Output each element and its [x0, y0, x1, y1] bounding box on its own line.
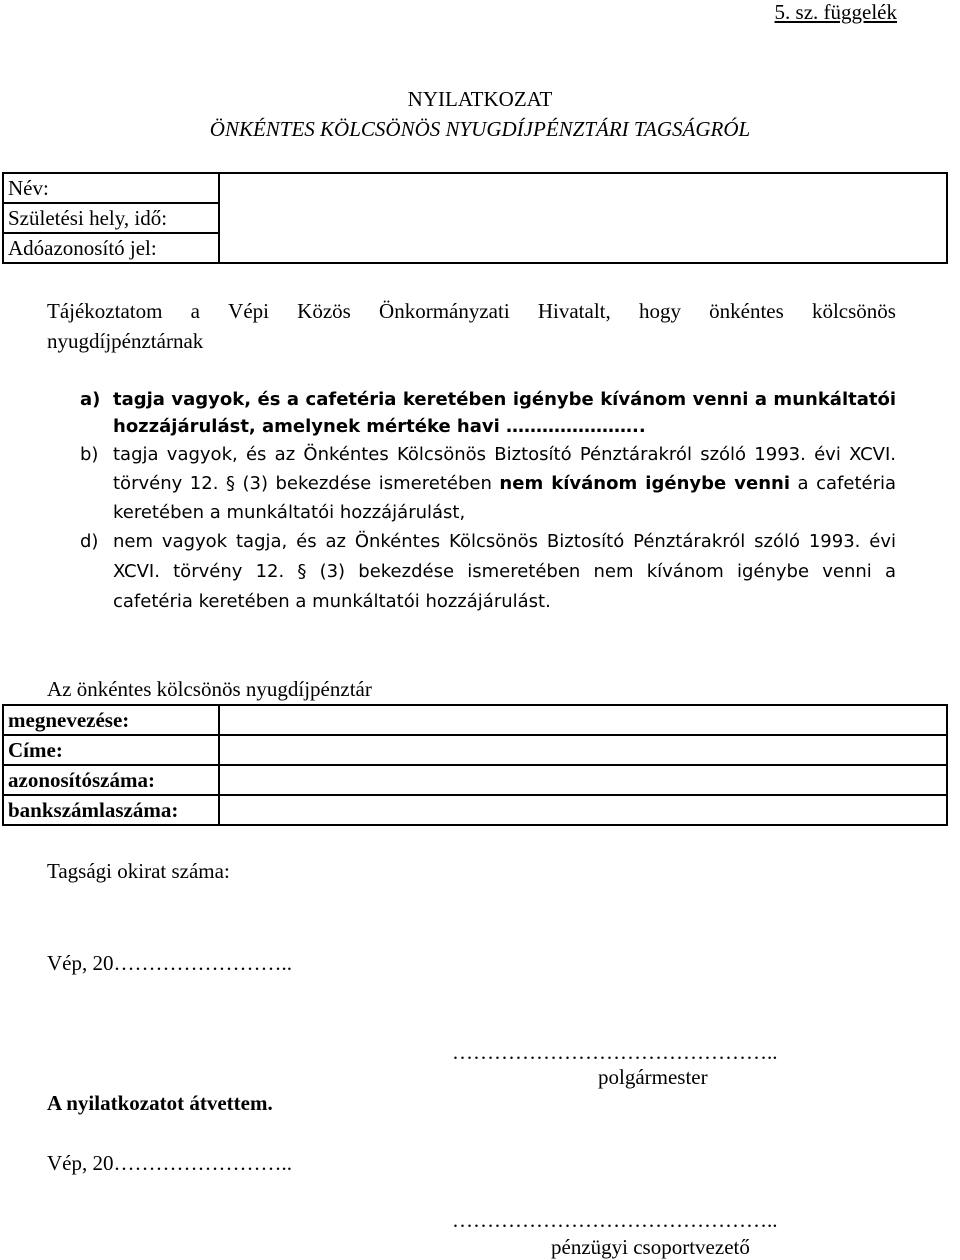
place-date-line-2: Vép, 20……………………..	[47, 1151, 292, 1175]
option-b[interactable]	[80, 440, 896, 527]
place-date-line-1: Vép, 20……………………..	[47, 951, 292, 975]
option-a-marker: a)	[80, 389, 101, 410]
option-d-marker: d)	[80, 531, 99, 552]
personal-data-field[interactable]	[219, 173, 947, 263]
fund-section-title: Az önkéntes kölcsönös nyugdíjpénztár	[47, 677, 372, 701]
appendix-label: 5. sz. függelék	[774, 0, 897, 24]
option-a[interactable]	[80, 386, 896, 440]
fund-address-field[interactable]	[219, 735, 947, 765]
fund-data-table	[2, 704, 948, 826]
intro-word: hogy	[638, 299, 681, 323]
option-a-text: tagja vagyok, és a cafetéria keretében igénybe kívánom venni a munkáltatói hozzájárulást, amelynek mértéke havi …………………..	[113, 389, 896, 437]
document-subtitle: ÖNKÉNTES KÖLCSÖNÖS NYUGDÍJPÉNZTÁRI TAGSÁGRÓL	[209, 117, 751, 141]
intro-line-2: nyugdíjpénztárnak	[47, 329, 204, 353]
fund-name-field[interactable]	[219, 705, 947, 735]
finance-head-label: pénzügyi csoportvezető	[551, 1235, 750, 1259]
intro-word: Hivatalt,	[537, 299, 611, 323]
fund-address-row	[3, 735, 947, 765]
tax-id-label: Adóazonosító jel:	[3, 233, 219, 263]
option-b-text-part2: a cafetéria keretében a munkáltatói hozzájárulást,	[113, 473, 897, 523]
intro-word: Tájékoztatom	[47, 299, 163, 323]
option-b-marker: b)	[80, 444, 99, 465]
intro-line-1	[47, 296, 896, 326]
fund-address-label: Címe:	[3, 735, 219, 765]
intro-word: Önkormányzati	[379, 299, 510, 323]
intro-word: Közös	[297, 299, 351, 323]
fund-id-label: azonosítószáma:	[3, 765, 219, 795]
intro-word: Vépi	[228, 299, 269, 323]
option-d-text: nem vagyok tagja, és az Önkéntes Kölcsönös Biztosító Pénztárakról szóló 1993. évi XCVI. törvény 12. § (3) bekezdése ismeretében nem kívánom igénybe venni a cafetéria keretében a munkáltatói hozzájárulást.	[113, 531, 896, 612]
option-b-text-emphasis: nem kívánom igénybe venni	[499, 473, 791, 494]
intro-word: önkéntes	[709, 299, 784, 323]
fund-bank-row	[3, 795, 947, 825]
intro-word: kölcsönös	[811, 299, 896, 323]
fund-name-row	[3, 705, 947, 735]
option-b-text	[113, 440, 896, 527]
personal-data-table	[2, 172, 948, 264]
intro-word: a	[190, 299, 200, 323]
signature-line-finance: ………………………………………..	[452, 1208, 778, 1232]
intro-paragraph	[47, 296, 896, 356]
fund-id-row	[3, 765, 947, 795]
received-statement: A nyilatkozatot átvettem.	[47, 1091, 273, 1115]
mayor-label: polgármester	[598, 1065, 708, 1089]
signature-line-mayor: ………………………………………..	[452, 1040, 778, 1064]
fund-name-label: megnevezése:	[3, 705, 219, 735]
membership-doc-label: Tagsági okirat száma:	[47, 859, 230, 883]
option-b-text-part1: tagja vagyok, és az Önkéntes Kölcsönös Biztosító Pénztárakról szóló 1993. évi XCVI. törvény 12. § (3) bekezdése ismeretében	[113, 444, 896, 494]
fund-bank-field[interactable]	[219, 795, 947, 825]
fund-id-field[interactable]	[219, 765, 947, 795]
option-d[interactable]	[80, 527, 896, 617]
fund-bank-label: bankszámlaszáma:	[3, 795, 219, 825]
document-title: NYILATKOZAT	[407, 87, 553, 111]
name-label: Név:	[3, 173, 219, 203]
name-row	[3, 173, 947, 203]
birth-label: Születési hely, idő:	[3, 203, 219, 233]
